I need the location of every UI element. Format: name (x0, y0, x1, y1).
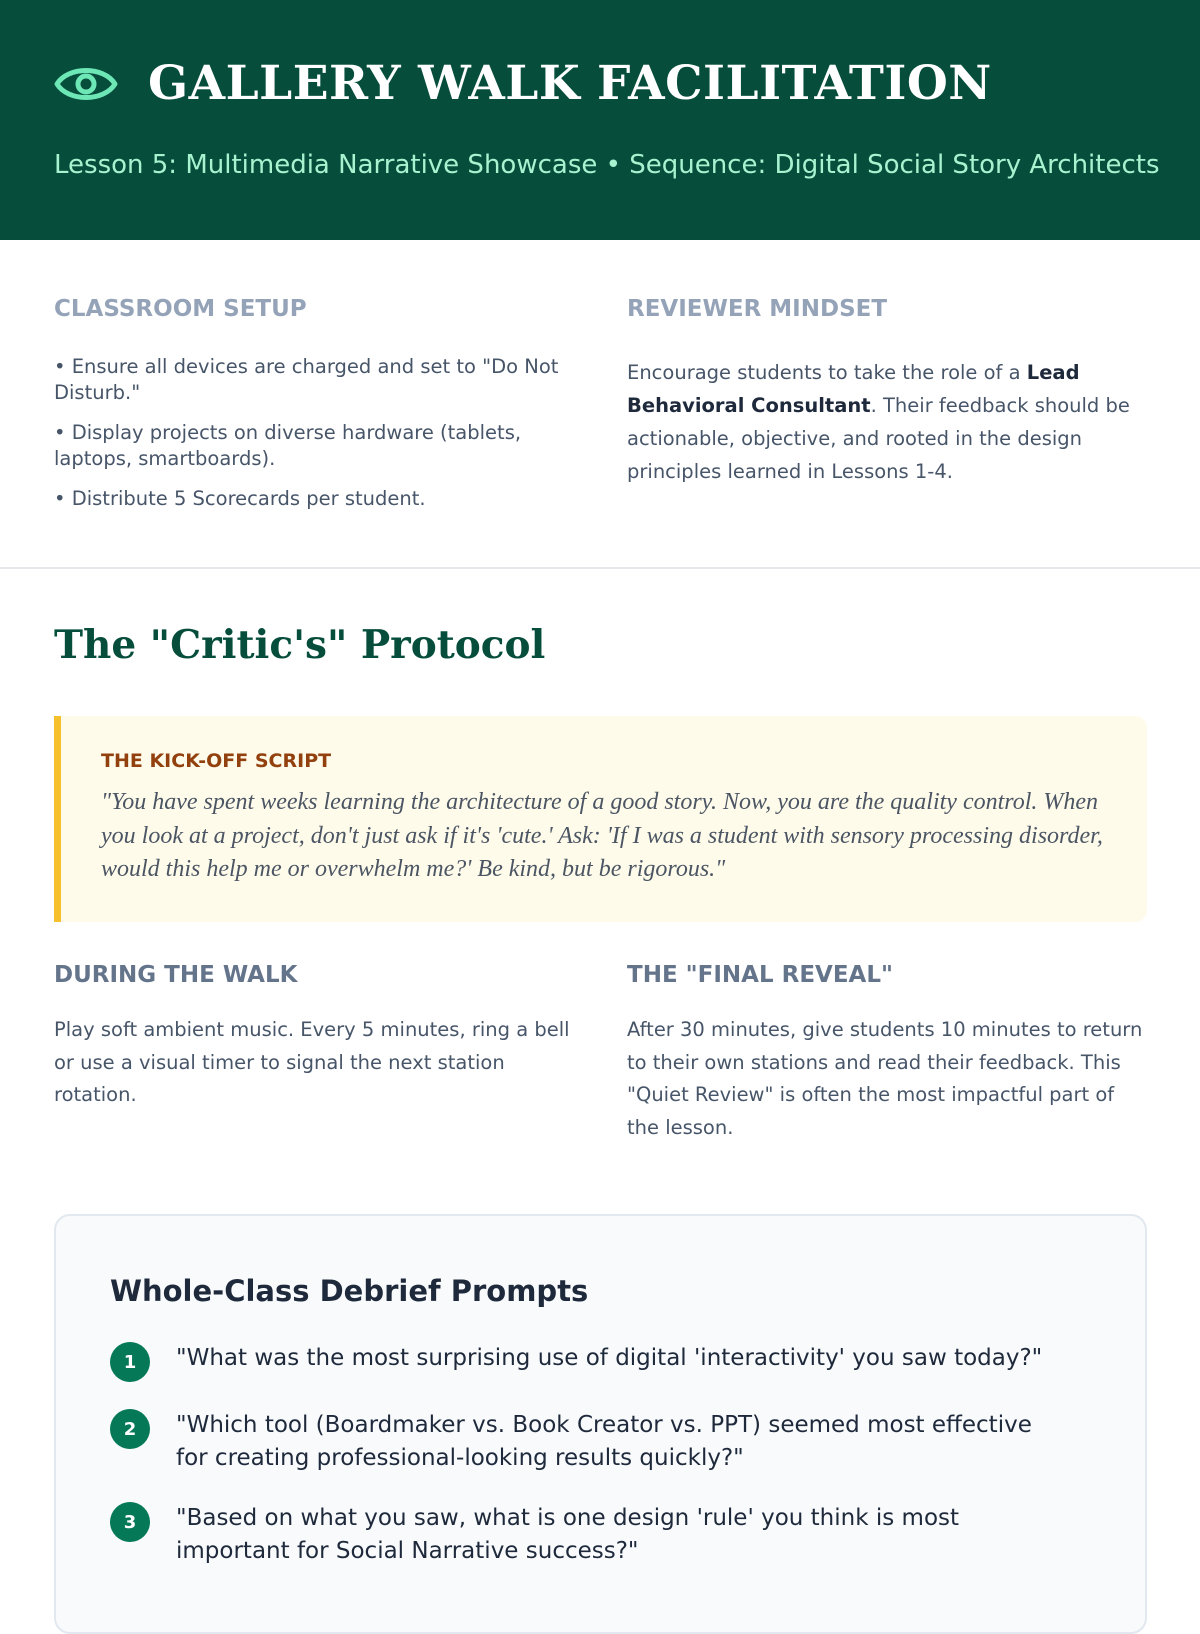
prompt-text: "What was the most surprising use of digital 'interactivity' you saw today?" (176, 1345, 1043, 1371)
final-reveal-text: After 30 minutes, give students 10 minutes to return to their own stations and read their feedback. This "Quiet Review" is often the most impactful part of the lesson. (627, 1018, 1143, 1139)
classroom-setup-label: CLASSROOM SETUP (54, 296, 307, 322)
prompt-number-badge: 1 (110, 1342, 150, 1382)
page-title: GALLERY WALK FACILITATION (148, 56, 992, 111)
classroom-setup (54, 296, 574, 526)
kickoff-script-callout (54, 716, 1147, 922)
kickoff-script-quote: "You have spent weeks learning the architecture of a good story. Now, you are the quality control. When you look at a project, don't just ask if it's 'cute.' Ask: 'If I was a student with sensory processing disorder, would this help me or overwhelm me?' Be kind, but be rigorous." (101, 789, 1103, 882)
section-divider (0, 567, 1200, 569)
header-title-row (54, 56, 992, 111)
mindset-role: Lead Behavioral Consultant (627, 361, 1080, 417)
during-walk-label: DURING THE WALK (54, 962, 298, 988)
final-reveal-label: THE "FINAL REVEAL" (627, 962, 893, 988)
list-item: • Ensure all devices are charged and set to "Do Not Disturb." (54, 355, 559, 404)
mindset-text-end: . Their feedback should be actionable, objective, and rooted in the design principles learned in Lessons 1-4. (627, 394, 1130, 483)
eye-icon (54, 60, 118, 108)
debrief-card (54, 1214, 1147, 1634)
page-subtitle: Lesson 5: Multimedia Narrative Showcase • Sequence: Digital Social Story Architects (54, 150, 1160, 180)
page-header (0, 0, 1200, 240)
reviewer-mindset (627, 296, 1147, 488)
kickoff-script-label: THE KICK-OFF SCRIPT (101, 750, 332, 772)
debrief-prompt (110, 1342, 1070, 1382)
prompt-number-badge: 2 (110, 1409, 150, 1449)
during-walk-text: Play soft ambient music. Every 5 minutes, ring a bell or use a visual timer to signal the next station rotation. (54, 1018, 570, 1106)
reviewer-mindset-label: REVIEWER MINDSET (627, 296, 888, 322)
list-item: • Display projects on diverse hardware (tablets, laptops, smartboards). (54, 421, 522, 470)
list-item: • Distribute 5 Scorecards per student. (54, 487, 426, 510)
debrief-prompt (110, 1502, 1070, 1568)
protocol-title: The "Critic's" Protocol (54, 622, 546, 668)
during-walk (54, 962, 574, 1112)
prompt-number-badge: 3 (110, 1502, 150, 1542)
debrief-title: Whole-Class Debrief Prompts (110, 1274, 589, 1308)
prompt-text: "Based on what you saw, what is one design 'rule' you think is most important for Social Narrative success?" (176, 1505, 960, 1564)
reviewer-mindset-text (627, 356, 1147, 488)
prompt-text: "Which tool (Boardmaker vs. Book Creator vs. PPT) seemed most effective for creating professional-looking results quickly?" (176, 1412, 1032, 1471)
mindset-text-start: Encourage students to take the role of a (627, 361, 1027, 384)
final-reveal (627, 962, 1147, 1144)
debrief-prompt (110, 1409, 1070, 1475)
setup-list (54, 354, 574, 512)
